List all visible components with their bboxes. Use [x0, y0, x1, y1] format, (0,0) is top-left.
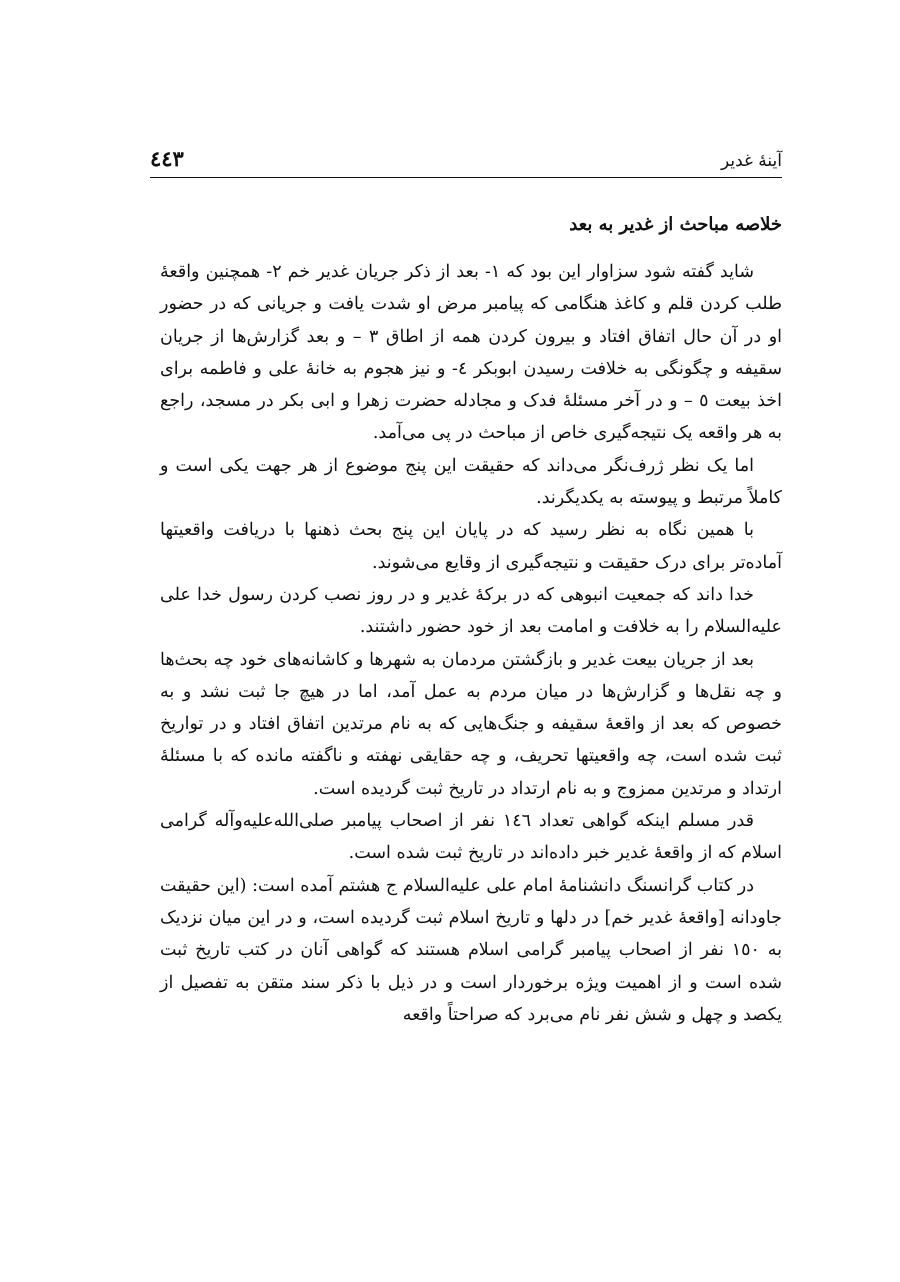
paragraph: شاید گفته شود سزاوار این بود که ۱- بعد از ذکر جریان غدیر خم ۲- همچنین واقعهٔ طلب کردن قلم و کاغذ هنگامی که پیامبر مرض او شدت یافت و جریانی که در حضور او در آن حال اتفاق افتاد و بیرون کردن همه از اطاق ۳ – و بعد گزارش‌ها از جریان سقیفه و چگونگی به خلافت رسیدن ابوبکر ٤- و نیز هجوم به خانهٔ علی و فاطمه برای اخذ بیعت ٥ – و در آخر مسئلهٔ فدک و مجادله حضرت زهرا و ابی بکر در مسجد، راجع به هر واقعه یک نتیجه‌گیری خاص از مباحث در پی می‌آمد.: [160, 262, 783, 444]
page-number: ٤٤٣: [150, 146, 184, 171]
page-header: [150, 147, 782, 178]
paragraph: با همین نگاه به نظر رسید که در پایان این پنج بحث ذهنها با دریافت واقعیتها آماده‌تر برای درک حقیقت و نتیجه‌گیری از وقایع می‌شوند.: [160, 520, 782, 573]
section-heading: خلاصه مباحث از غدیر به بعد: [569, 214, 782, 235]
page-content: [160, 210, 782, 1031]
paragraph: بعد از جریان بیعت غدیر و بازگشتن مردمان به شهرها و کاشانه‌های خود چه بحث‌ها و چه نقل‌ها و گزارش‌ها در میان مردم به عمل آمد، اما در هیچ جا ثبت نشد و به خصوص که بعد از واقعهٔ سقیفه و جنگ‌هایی که به نام مرتدین اتفاق افتاد و در تواریخ ثبت شده است، چه واقعیتها تحریف، و چه حقایقی نهفته و ناگفته مانده که با مسئلهٔ ارتداد و مرتدین ممزوج و به نام ارتداد در تاریخ ثبت گردیده است.: [160, 649, 782, 799]
paragraph: خدا داند که جمعیت انبوهی که در برکهٔ غدیر و در روز نصب کردن رسول خدا علی عليه‌السلام را به خلافت و امامت بعد از خود حضور داشتند.: [160, 584, 782, 638]
paragraph: قدر مسلم اینکه گواهی تعداد ١٤٦ نفر از اصحاب پیامبر صلی‌الله‌علیه‌وآله گرامی اسلام که از واقعهٔ غدیر خبر داده‌اند در تاریخ ثبت شده است.: [160, 811, 782, 864]
paragraph: در کتاب گرانسنگ دانشنامهٔ امام علی عليه‌السلام ج هشتم آمده است: (این حقیقت جاودانه [واقعهٔ غدیر خم] در دلها و تاریخ اسلام ثبت گردیده است، و در این میان نزدیک به ١٥٠ نفر از اصحاب پیامبر گرامی اسلام هستند که گواهی آنان در کتب تاریخ ثبت شده است و از اهمیت ویژه برخوردار است و در ذیل با ذکر سند متقن به تفصیل از یکصد و چهل و شش نفر نام می‌برد که صراحتاً واقعه: [160, 875, 782, 1025]
paragraph: اما یک نظر ژرف‌نگر می‌داند که حقیقت این پنج موضوع از هر جهت یکی است و کاملاً مرتبط و پیوسته به یکدیگرند.: [160, 455, 782, 509]
running-title: آینهٔ غدیر: [720, 151, 782, 171]
